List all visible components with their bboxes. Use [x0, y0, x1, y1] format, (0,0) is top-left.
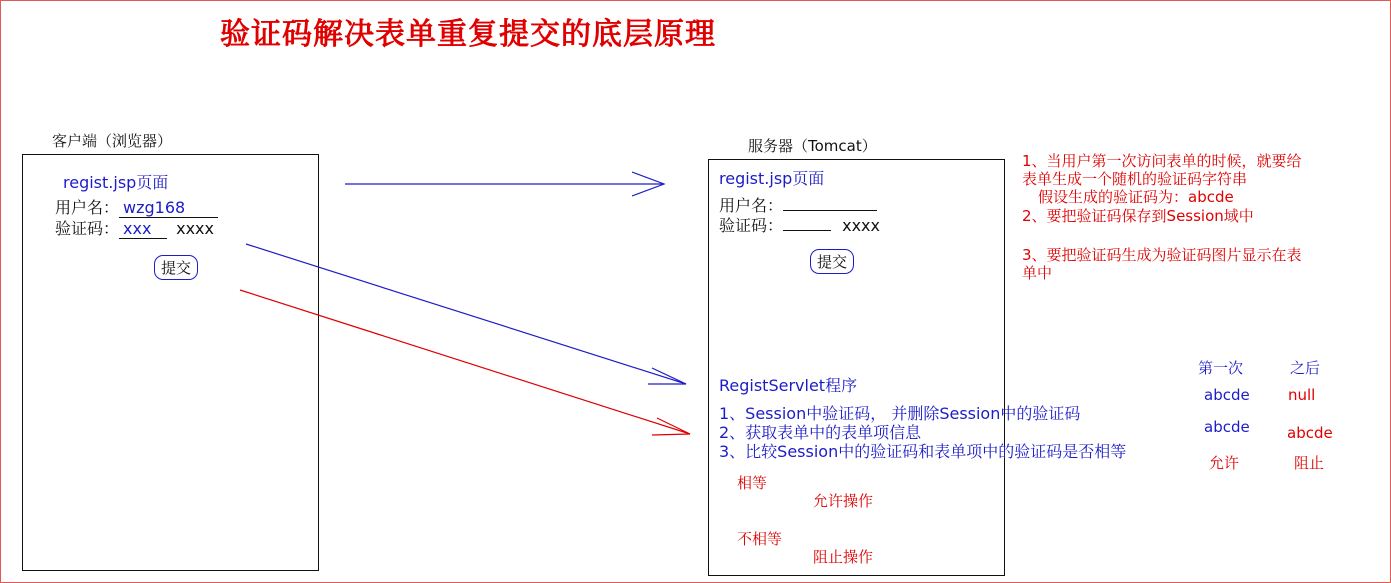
not-equal-label: 不相等: [737, 530, 783, 548]
server-page-label: regist.jsp页面: [719, 169, 825, 188]
servlet-step-2: 2、获取表单中的表单项信息: [719, 423, 922, 442]
compare-r3-first: 允许: [1209, 454, 1240, 472]
diagram-title: 验证码解决表单重复提交的底层原理: [220, 17, 716, 52]
server-code-label: 验证码：: [719, 216, 784, 235]
client-username-label: 用户名：: [55, 198, 120, 217]
equal-label: 相等: [737, 474, 768, 492]
server-heading: 服务器（Tomcat）: [748, 137, 877, 155]
compare-r3-after: 阻止: [1294, 454, 1325, 472]
compare-r2-after: abcde: [1287, 424, 1333, 442]
compare-col-first: 第一次: [1198, 359, 1244, 377]
server-submit-button[interactable]: 提交: [810, 249, 854, 274]
note-3-line-2: 单中: [1022, 264, 1053, 282]
note-3-line-1: 3、要把验证码生成为验证码图片显示在表: [1022, 246, 1302, 264]
compare-r1-first: abcde: [1204, 386, 1250, 404]
compare-r1-after: null: [1288, 386, 1316, 404]
arrow-repeat-submit: [240, 290, 690, 435]
client-username-input[interactable]: wzg168: [119, 199, 218, 218]
server-code-image: xxxx: [842, 216, 880, 235]
arrow-submit-request: [246, 244, 686, 384]
server-username-label: 用户名：: [719, 196, 784, 215]
client-page-label: regist.jsp页面: [63, 173, 169, 192]
allow-operation-label: 允许操作: [813, 492, 874, 510]
note-1-line-2: 表单生成一个随机的验证码字符串: [1022, 170, 1248, 188]
servlet-step-3: 3、比较Session中的验证码和表单项中的验证码是否相等: [719, 442, 1127, 461]
note-1-line-3: 假设生成的验证码为：abcde: [1038, 188, 1234, 206]
servlet-title: RegistServlet程序: [719, 376, 858, 395]
block-operation-label: 阻止操作: [813, 548, 874, 566]
servlet-step-1: 1、Session中验证码， 并删除Session中的验证码: [719, 404, 1081, 423]
note-1-line-1: 1、当用户第一次访问表单的时候，就要给: [1022, 152, 1302, 170]
client-code-label: 验证码：: [55, 219, 120, 238]
compare-r2-first: abcde: [1204, 418, 1250, 436]
client-code-image: xxxx: [176, 219, 214, 238]
client-heading: 客户端（浏览器）: [52, 132, 173, 150]
arrow-page-request: [345, 172, 664, 196]
compare-col-after: 之后: [1290, 359, 1321, 377]
client-submit-button[interactable]: 提交: [154, 255, 198, 280]
client-code-input[interactable]: xxx: [119, 220, 167, 239]
note-2: 2、要把验证码保存到Session域中: [1022, 207, 1254, 225]
